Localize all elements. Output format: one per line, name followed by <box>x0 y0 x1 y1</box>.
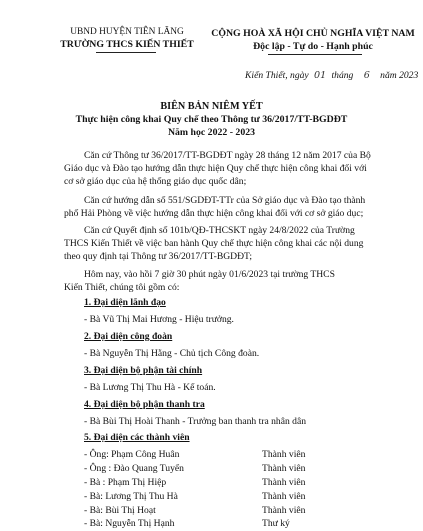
date-day: 01 <box>313 70 327 81</box>
section-member: - Bà Nguyễn Thị Hằng - Chủ tịch Công đoàn. <box>84 348 260 359</box>
header-school: TRƯỜNG THCS KIẾN THIẾT <box>60 39 194 50</box>
header-right-rule <box>268 54 362 55</box>
header-motto: Độc lập - Tự do - Hạnh phúc <box>253 41 373 52</box>
body-line: Căn cứ Thông tư 36/2017/TT-BGDĐT ngày 28 tháng 12 năm 2017 của Bộ <box>84 150 371 161</box>
body-line: THCS Kiến Thiết về việc ban hành Quy chế thực hiện công khai các nội dung <box>64 238 364 249</box>
body-line: Hôm nay, vào hồi 7 giờ 30 phút ngày 01/6/2023 tại trường THCS <box>84 269 335 280</box>
header-country: CỘNG HOÀ XÃ HỘI CHỦ NGHĨA VIỆT NAM <box>211 28 415 39</box>
member-role: Thành viên <box>262 463 306 474</box>
member-name: - Ông : Đào Quang Tuyển <box>84 463 184 474</box>
document-subtitle: Thực hiện công khai Quy chế theo Thông tư 36/2017/TT-BGDĐT <box>75 114 348 125</box>
header-authority: UBND HUYỆN TIÊN LÃNG <box>70 27 184 37</box>
section-heading: 1. Đại diện lãnh đạo <box>84 297 166 308</box>
section-heading: 5. Đại diện các thành viên <box>84 432 190 443</box>
member-name: - Bà : Phạm Thị Hiệp <box>84 477 167 488</box>
member-role: Thư ký <box>262 518 290 529</box>
date-month-label: tháng <box>331 70 354 81</box>
section-member: - Bà Lương Thị Thu Hà - Kế toán. <box>84 382 216 393</box>
body-line: Căn cứ hướng dẫn số 551/SGDĐT-TTr của Sở giáo dục và Đào tạo thành <box>84 195 366 206</box>
body-line: Căn cứ Quyết định số 101b/QĐ-THCSKT ngày 24/8/2022 của Trường <box>84 225 355 236</box>
member-name: - Bà: Lương Thị Thu Hà <box>84 491 178 502</box>
document-school-year: Năm học 2022 - 2023 <box>167 127 256 138</box>
section-heading: 4. Đại diện bộ phận thanh tra <box>84 399 205 410</box>
section-member: - Bà Bùi Thị Hoài Thanh - Trưởng ban thanh tra nhân dân <box>84 416 307 427</box>
member-name: - Bà: Nguyễn Thị Hạnh <box>84 518 175 529</box>
member-name: - Bà: Bùi Thị Hoạt <box>84 505 156 516</box>
member-name: - Ông: Phạm Công Huân <box>84 449 180 460</box>
member-role: Thành viên <box>262 505 306 516</box>
header-left-rule <box>96 52 156 53</box>
date-prefix: Kiến Thiết, ngày <box>245 70 309 81</box>
body-line: cơ sở giáo dục của hệ thống giáo dục quốc dân; <box>64 176 247 187</box>
document-title: BIÊN BẢN NIÊM YẾT <box>160 101 263 112</box>
body-line: Giáo dục và Đào tạo hướng dẫn thực hiện Quy chế thực hiện công khai đối với <box>64 163 367 174</box>
member-role: Thành viên <box>262 491 306 502</box>
body-line: Kiến Thiết, chúng tôi gồm có: <box>64 282 180 293</box>
date-month: 6 <box>363 70 370 81</box>
document-date <box>245 70 418 81</box>
member-role: Thành viên <box>262 449 306 460</box>
body-line: phố Hải Phòng về việc hướng dẫn thực hiện công khai đối với cơ sở giáo dục; <box>64 208 364 219</box>
section-heading: 2. Đại diện công đoàn <box>84 331 173 342</box>
date-year: năm 2023 <box>380 70 419 81</box>
section-heading: 3. Đại diện bộ phận tài chính <box>84 365 203 376</box>
member-role: Thành viên <box>262 477 306 488</box>
body-line: theo quy định tại Thông tư 36/2017/TT-BGDĐT; <box>64 251 253 262</box>
section-member: - Bà Vũ Thị Mai Hương - Hiệu trưởng. <box>84 314 234 325</box>
